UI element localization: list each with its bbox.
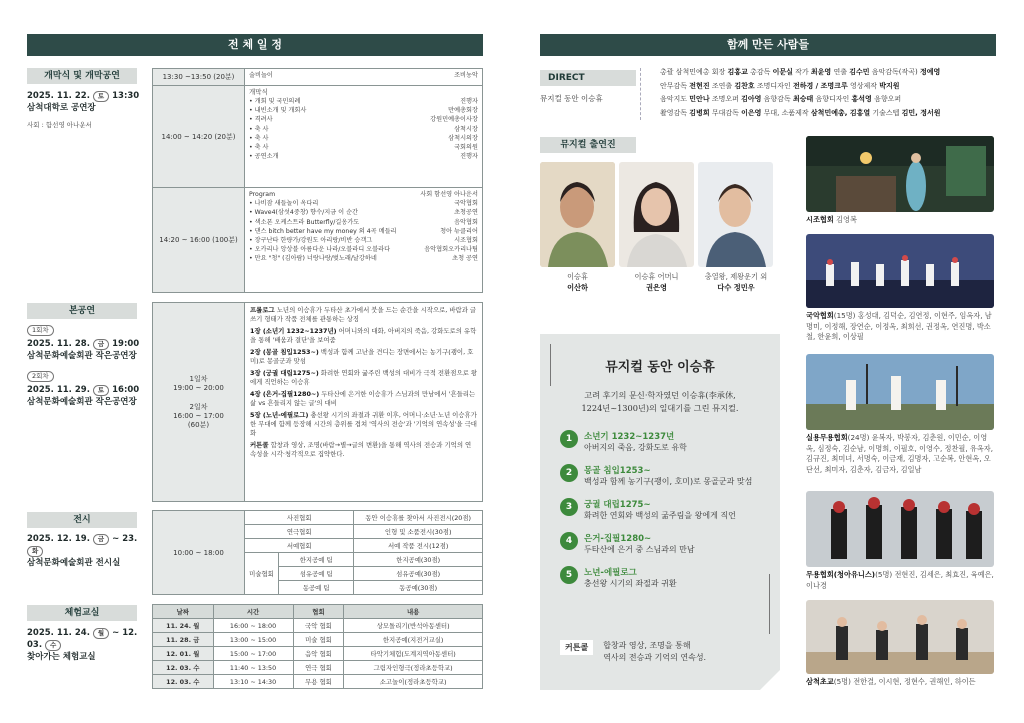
credit-name: 김찬호 bbox=[734, 81, 755, 90]
opening-row2-content bbox=[245, 86, 483, 188]
chapter-desc: 두타산에 은거 중 스님과의 만남 bbox=[584, 545, 695, 554]
schedule-line bbox=[249, 236, 478, 245]
group-2-name: 국악협회 bbox=[806, 311, 834, 320]
exhibit-art1-b: 섬유공예(30점) bbox=[354, 567, 483, 581]
schedule-line-item: • 오카리나 앙상블 아름다운 나라/오블라디 오블라다 bbox=[249, 246, 391, 254]
exhibit-art0-b: 한지공예(30점) bbox=[354, 553, 483, 567]
exhibit-tag: 전시 bbox=[27, 512, 137, 528]
credit-role: 무대감독 bbox=[711, 108, 739, 117]
exhibit-r0-a: 사진협회 bbox=[245, 511, 354, 525]
opening-info bbox=[27, 90, 149, 129]
main-tag: 본공연 bbox=[27, 303, 137, 319]
exhibit-r2-a: 서예협회 bbox=[245, 539, 354, 553]
exhibit-venue: 삼척문화예술회관 전시실 bbox=[27, 558, 121, 568]
credit-line bbox=[660, 107, 1000, 121]
main-time2-label: 2일차 bbox=[189, 403, 208, 411]
opening-venue: 삼척대학로 공연장 bbox=[27, 103, 96, 113]
scene-text: 두타산에 은거한 이승휴가 스님과의 만남에서 '흔들리는 삶 vs 흔들리지 않는 글'의 대비 bbox=[250, 390, 476, 407]
credit-role: 총괄 삼척민예총 회장 bbox=[660, 68, 726, 76]
table-row bbox=[153, 661, 483, 675]
schedule-line bbox=[249, 106, 478, 115]
credit-role: 무대, 소품제작 bbox=[763, 108, 809, 117]
schedule-line-by: 국회의원 bbox=[454, 144, 478, 152]
chapter-title: 궁궐 대립1275~ bbox=[584, 500, 651, 510]
group-5-caption bbox=[806, 677, 996, 688]
scene-heading: 5장 (노년-에필로그) bbox=[250, 411, 309, 419]
scene-item bbox=[250, 390, 477, 408]
exhibit-info: 2025. 12. 19. 금 ~ 23. 화 삼척문화예술회관 전시실 bbox=[27, 533, 151, 569]
credit-role: 조명디자인 bbox=[756, 81, 791, 90]
exhibit-art-label: 미술협회 bbox=[245, 553, 279, 595]
cast-2-role: 이승휴 어머니 bbox=[634, 272, 679, 281]
opening-row3-title: Program bbox=[249, 191, 276, 198]
credit-line bbox=[660, 80, 1000, 94]
schedule-line bbox=[249, 254, 478, 263]
group-4-name: 무용협회(청아유니스) bbox=[806, 570, 876, 579]
table-cell: 음악 협회 bbox=[293, 647, 344, 661]
credit-role: 음악지도 bbox=[660, 95, 688, 103]
credit-role: 총감독 bbox=[750, 68, 771, 76]
table-cell: 11. 24. 월 bbox=[153, 619, 214, 633]
main-r2-time: 16:00 bbox=[112, 385, 140, 395]
main-r1-time: 19:00 bbox=[112, 339, 140, 349]
credit-name: 전하경 / 조명크루 bbox=[792, 81, 848, 90]
table-cell: 소고놀이(정라초등학교) bbox=[344, 675, 483, 689]
dance-troupe-icon bbox=[806, 491, 994, 567]
schedule-line-by: 국악협회 bbox=[454, 200, 478, 208]
chapter-desc: 백성과 함께 농기구(괭이, 호미)로 몽골군과 맞섬 bbox=[584, 477, 753, 486]
credit-name: 홍석영 bbox=[851, 95, 872, 103]
table-cell: 13:10 ~ 14:30 bbox=[213, 675, 293, 689]
credit-name: 김홍교 bbox=[727, 68, 748, 76]
schedule-line-by: 만예총회장 bbox=[448, 107, 478, 115]
schedule-line bbox=[249, 245, 478, 254]
table-row bbox=[153, 633, 483, 647]
cast-2-name: 권은영 bbox=[646, 282, 667, 292]
credit-role: 작가 bbox=[795, 68, 809, 76]
card-corner-fold bbox=[760, 670, 780, 690]
cast-1-name: 이산하 bbox=[567, 282, 588, 292]
class-info: 2025. 11. 24. 월 ~ 12. 03. 수 찾아가는 체험교실 bbox=[27, 627, 151, 663]
schedule-line-item: • Wave4(삼섯4중창) 향수/지금 이 순간 bbox=[249, 209, 359, 217]
direct-tag: DIRECT bbox=[540, 70, 636, 86]
scene-text: 어머니와의 대화, 아버지의 죽음, 강화도로의 유학을 통해 '배움과 결단'을 보여줌 bbox=[250, 327, 477, 344]
cast-tag: 뮤지컬 출연진 bbox=[540, 137, 636, 153]
opening-date: 2025. 11. 22. bbox=[27, 91, 90, 101]
chapter-title: 노년-에필로그 bbox=[584, 568, 637, 578]
credit-role: 연출 bbox=[833, 68, 847, 76]
schedule-line-item: • 나비잠 새들놀이 옥다리 bbox=[249, 200, 319, 208]
group-4-members: 전현진, 김세은, 최효진, 육예은, 이나경 bbox=[806, 570, 994, 590]
credit-name: 김아영 bbox=[741, 95, 762, 103]
schedule-line-by: 진행자 bbox=[460, 98, 478, 105]
gugak-performance-icon bbox=[806, 234, 994, 308]
main-r2-date: 2025. 11. 29. bbox=[27, 385, 90, 395]
schedule-line-item: • 색소폰 오케스트라 Butterfly/길옹가도 bbox=[249, 218, 360, 226]
cast-portrait-3-icon bbox=[698, 162, 773, 267]
card-vline-left bbox=[550, 344, 551, 386]
table-row bbox=[153, 647, 483, 661]
class-header: 시간 bbox=[213, 605, 293, 619]
exhibit-art0-a: 한지공예 팀 bbox=[279, 553, 354, 567]
credit-role: 조명오퍼 bbox=[711, 95, 739, 103]
opening-row1-by: 조비농악 bbox=[454, 72, 478, 79]
chapter-desc: 아버지의 죽음, 강화도로 유학 bbox=[584, 443, 687, 452]
main-r2-day: 토 bbox=[93, 385, 109, 396]
main-schedule bbox=[152, 302, 483, 502]
chapter-item bbox=[560, 532, 770, 555]
opening-row3-time: 14:20 ~ 16:00 (100분) bbox=[153, 188, 245, 293]
schedule-line-item: • 축 사 bbox=[249, 144, 269, 152]
card-title: 뮤지컬 동안 이승휴 bbox=[605, 360, 715, 375]
exhibit-date: 2025. 12. 19. bbox=[27, 534, 90, 544]
table-cell: 11:40 ~ 13:50 bbox=[213, 661, 293, 675]
schedule-line-by: 강원민예총이사장 bbox=[430, 116, 478, 124]
schedule-line-by: 음악협회오카리나팀 bbox=[424, 246, 478, 254]
chapter-body bbox=[584, 498, 736, 521]
table-cell: 연극 협회 bbox=[293, 661, 344, 675]
chapter-item bbox=[560, 464, 770, 487]
credit-name: 정예영 bbox=[920, 68, 941, 76]
group-photo-2 bbox=[806, 234, 994, 308]
group-1-name: 시조협회 bbox=[806, 215, 834, 224]
credit-line bbox=[660, 66, 1000, 80]
credit-role: 촬영감독 bbox=[660, 108, 688, 117]
chapter-number-icon: 2 bbox=[560, 464, 578, 482]
credit-name: 이은영 bbox=[741, 108, 762, 117]
credit-role: 음향디자인 bbox=[815, 95, 850, 103]
group-photo-4 bbox=[806, 491, 994, 567]
direct-divider bbox=[640, 68, 641, 120]
group-3-name: 실용무용협회 bbox=[806, 433, 848, 442]
main-r1-day: 금 bbox=[93, 339, 109, 350]
exhibit-r2-b: 서예 작품 전시(12점) bbox=[354, 539, 483, 553]
table-cell: 16:00 ~ 18:00 bbox=[213, 619, 293, 633]
card-chapters bbox=[560, 430, 770, 600]
credits bbox=[660, 66, 1000, 120]
opening-row2-time: 14:00 ~ 14:20 (20분) bbox=[153, 86, 245, 188]
class-table bbox=[152, 604, 483, 689]
scene-item bbox=[250, 348, 477, 366]
exhibit-art1-a: 섬유공예 팀 bbox=[279, 567, 354, 581]
opening-row2-title: 개막식 bbox=[249, 88, 268, 96]
credit-role: 영상제작 bbox=[849, 81, 877, 90]
schedule-line bbox=[249, 115, 478, 124]
credit-name: 최윤영 bbox=[810, 68, 832, 76]
sijo-performance-icon bbox=[806, 136, 994, 212]
schedule-line-item: • 댄스 bitch better have my money 외 4곡 메들리 bbox=[249, 227, 397, 235]
practical-dance-icon bbox=[806, 354, 994, 430]
credit-role: 기술스텝 bbox=[872, 108, 900, 117]
scene-heading: 2장 (몽골 침입1253~) bbox=[250, 348, 319, 356]
opening-row3-title-r: 사회 함선영 아나운서 bbox=[420, 191, 478, 198]
credit-name: 박지원 bbox=[879, 81, 900, 90]
scene-text: 백성과 함께 고난을 견디는 장면에서는 농기구(괭이, 호미)로 몽골군과 맞섬 bbox=[250, 348, 474, 365]
chapter-body bbox=[584, 464, 752, 487]
credit-role: 음향감독 bbox=[763, 95, 791, 103]
class-date: 2025. 11. 24. bbox=[27, 628, 90, 638]
group-5-members: 전한결, 이시현, 정현수, 권해인, 하이든 bbox=[853, 677, 976, 686]
class-tag: 체험교실 bbox=[27, 605, 137, 621]
scene-item bbox=[250, 441, 477, 459]
exhibit-time: 10:00 ~ 18:00 bbox=[153, 511, 245, 595]
group-photo-3 bbox=[806, 354, 994, 430]
group-5-name: 삼척초교 bbox=[806, 677, 834, 686]
class-venue: 찾아가는 체험교실 bbox=[27, 652, 96, 662]
opening-row1-time: 13:30 ~13:50 (20분) bbox=[153, 69, 245, 86]
group-4-caption bbox=[806, 570, 996, 591]
credit-role: 음악감독(작곡) bbox=[871, 68, 918, 76]
scene-item bbox=[250, 306, 477, 324]
schedule-line-by: 초청공연 bbox=[454, 209, 478, 217]
synopsis-card bbox=[540, 334, 780, 690]
table-row bbox=[153, 675, 483, 689]
cast-portrait-1-icon bbox=[540, 162, 615, 267]
table-cell: 12. 01. 월 bbox=[153, 647, 214, 661]
schedule-line-item: • 만요 "청" (김아람) 너랑나랑/벚노래/날강하네 bbox=[249, 255, 377, 263]
schedule-line bbox=[249, 143, 478, 152]
group-2-count: (15명) bbox=[833, 311, 856, 320]
main-time2: 16:00 ~ 17:00 bbox=[173, 412, 224, 420]
cast-3 bbox=[694, 272, 778, 293]
schedule-line bbox=[249, 125, 478, 134]
group-3-caption bbox=[806, 433, 996, 475]
class-header: 내용 bbox=[344, 605, 483, 619]
credit-name: 김민, 정서원 bbox=[901, 108, 941, 117]
group-photo-5 bbox=[806, 600, 994, 674]
card-curtain-label: 커튼콜 bbox=[560, 640, 593, 655]
left-band-title: 전 체 일 정 bbox=[27, 34, 483, 56]
credit-name: 민안나 bbox=[689, 95, 710, 103]
schedule-line-item: • 격려사 bbox=[249, 116, 273, 124]
class-date2: 12. 03. bbox=[27, 628, 138, 650]
card-intro-2: 1224년~1300년)의 일대기를 그린 뮤지컬. bbox=[581, 403, 739, 413]
chapter-body bbox=[584, 532, 695, 555]
scene-text: 합창과 영상, 조명(바람→별→글의 변환)을 통해 역사의 전승과 기억의 연속성을 시각·청각적으로 집약한다. bbox=[250, 441, 472, 458]
scene-text: 충선왕 시기의 좌절과 귀환 이후, 어머니·소년·노년 이승휴가 한 무대에 함께 등장해 시간의 층위를 겹쳐 '역사의 전승'과 '기억의 연속성'을 극대화 bbox=[250, 411, 477, 437]
card-curtain bbox=[560, 640, 770, 664]
chapter-title: 몽골 침입1253~ bbox=[584, 466, 651, 476]
class-day1: 월 bbox=[93, 628, 109, 639]
scene-heading: 프롤로그 bbox=[250, 306, 275, 314]
table-cell: 그림자인형극(정라초등학교) bbox=[344, 661, 483, 675]
credit-role: 안무감독 bbox=[660, 81, 688, 90]
exhibit-table bbox=[152, 510, 483, 595]
scene-text: 화려한 연회와 굶주린 백성의 대비가 극적 전환점으로 왕에게 직언하는 이승휴 bbox=[250, 369, 478, 386]
cast-photo-3 bbox=[698, 162, 773, 267]
chapter-desc: 화려한 연회와 백성의 굶주림을 왕에게 직언 bbox=[584, 511, 736, 520]
scene-heading: 커튼콜 bbox=[250, 441, 269, 449]
credit-name: 최승태 bbox=[792, 95, 814, 103]
credit-role: 음향오퍼 bbox=[874, 95, 902, 103]
main-r1-venue: 삼척문화예술회관 작은공연장 bbox=[27, 351, 137, 361]
scene-heading: 4장 (은거-집필1280~) bbox=[250, 390, 320, 398]
chapter-title: 은거-집필1280~ bbox=[584, 534, 652, 544]
schedule-line bbox=[249, 218, 478, 227]
scene-item bbox=[250, 411, 477, 438]
table-cell: 12. 03. 수 bbox=[153, 661, 214, 675]
table-cell: 13:00 ~ 15:00 bbox=[213, 633, 293, 647]
class-day2: 수 bbox=[45, 640, 61, 651]
card-curtain-1: 합창과 영상, 조명을 통해 bbox=[603, 641, 691, 650]
exhibit-day1: 금 bbox=[93, 534, 109, 545]
schedule-line-by: 초청 공연 bbox=[452, 255, 478, 263]
cast-1-role: 이승휴 bbox=[567, 272, 588, 281]
main-r2-label: 2회차 bbox=[27, 371, 54, 382]
main-time1-label: 1일차 bbox=[189, 375, 208, 383]
opening-time: 13:30 bbox=[112, 91, 140, 101]
credit-name: 삼척민예총, 김홍열 bbox=[810, 108, 871, 117]
opening-row1-item: 술비놀이 bbox=[249, 72, 273, 79]
class-header: 날짜 bbox=[153, 605, 214, 619]
table-cell: 타악기체험(도계지역아동센터) bbox=[344, 647, 483, 661]
chapter-number-icon: 1 bbox=[560, 430, 578, 448]
main-r1-label: 1회차 bbox=[27, 325, 54, 336]
schedule-line bbox=[249, 208, 478, 217]
group-5-count: (5명) bbox=[833, 677, 851, 686]
scene-heading: 3장 (궁궐 대립1275~) bbox=[250, 369, 319, 377]
credit-name: 이문실 bbox=[772, 68, 793, 76]
group-3-count: (24명) bbox=[847, 433, 870, 442]
schedule-line-by: 삼척시의장 bbox=[448, 134, 478, 142]
chapter-number-icon: 3 bbox=[560, 498, 578, 516]
main-r1-date: 2025. 11. 28. bbox=[27, 339, 90, 349]
cast-2 bbox=[619, 272, 694, 293]
table-cell: 11. 28. 금 bbox=[153, 633, 214, 647]
schedule-line-by: 시조협회 bbox=[454, 237, 478, 245]
exhibit-art2-a: 동공예 팀 bbox=[279, 581, 354, 595]
table-row bbox=[153, 619, 483, 633]
credit-name: 김병희 bbox=[689, 108, 710, 117]
chapter-item bbox=[560, 498, 770, 521]
group-2-members: 홍성대, 김덕순, 김연정, 이현주, 임옥자, 남명미, 이정해, 장연순, 이정옥, 최희선, 권정옥, 연진명, 박소철, 한윤희, 이상필 bbox=[806, 311, 992, 341]
cast-3-role: 충열왕, 제왕운기 외 bbox=[704, 272, 768, 281]
main-times bbox=[153, 303, 245, 502]
class-header: 협회 bbox=[293, 605, 344, 619]
group-3-members: 윤복자, 박봉자, 김춘원, 이민순, 이영옥, 심정숙, 김순남, 이명희, 이필호, 이영수, 정찬필, 유옥자, 김규진, 최미녀, 서명숙, 이금재, 김명자, 고순복, 안현옥, 오단선, 최미자, 김춘자, 김금자, 김일남 bbox=[806, 433, 994, 474]
exhibit-art2-b: 동공예(30점) bbox=[354, 581, 483, 595]
table-cell: 무용 협회 bbox=[293, 675, 344, 689]
schedule-line bbox=[249, 152, 478, 161]
schedule-line bbox=[249, 199, 478, 208]
group-photo-1 bbox=[806, 136, 994, 212]
exhibit-day2: 화 bbox=[27, 546, 43, 557]
main-info bbox=[27, 325, 149, 408]
main-scenes bbox=[245, 303, 483, 502]
cast-photo-2 bbox=[619, 162, 694, 267]
chapter-body bbox=[584, 430, 687, 453]
credit-name: 김수민 bbox=[849, 68, 870, 76]
right-band-title: 함께 만든 사람들 bbox=[540, 34, 996, 56]
schedule-line bbox=[249, 227, 478, 236]
table-cell: 한지공예(지전거교실) bbox=[344, 633, 483, 647]
schedule-line bbox=[249, 97, 478, 106]
cast-3-name: 다수 정민우 bbox=[717, 282, 755, 292]
opening-schedule bbox=[152, 68, 483, 293]
schedule-line-item: • 축 사 bbox=[249, 125, 269, 133]
group-1-caption bbox=[806, 215, 996, 226]
schedule-line-item: • 개회 및 국민의례 bbox=[249, 98, 301, 105]
cast-1 bbox=[540, 272, 615, 293]
scene-item bbox=[250, 369, 477, 387]
table-cell: 미술 협회 bbox=[293, 633, 344, 647]
main-time-duration: (60분) bbox=[187, 421, 210, 429]
credit-name: 전현진 bbox=[689, 81, 710, 90]
table-cell: 12. 03. 수 bbox=[153, 675, 214, 689]
schedule-line bbox=[249, 134, 478, 143]
cast-portrait-2-icon bbox=[619, 162, 694, 267]
group-1-members: 김영복 bbox=[836, 215, 857, 224]
exhibit-r1-b: 인형 및 소품전시(30점) bbox=[354, 525, 483, 539]
credit-role: 조연출 bbox=[711, 81, 733, 90]
scene-heading: 1장 (소년기 1232~1237년) bbox=[250, 327, 337, 335]
credit-line bbox=[660, 93, 1000, 107]
chapter-desc: 충선왕 시기의 좌절과 귀환 bbox=[584, 579, 677, 588]
group-4-count: (5명) bbox=[875, 570, 893, 579]
direct-sub: 뮤지컬 동안 이승휴 bbox=[540, 94, 603, 103]
chapter-number-icon: 4 bbox=[560, 532, 578, 550]
chapter-title: 소년기 1232~1237년 bbox=[584, 432, 675, 442]
chapter-number-icon: 5 bbox=[560, 566, 578, 584]
schedule-line-by: 음악협회 bbox=[454, 218, 478, 226]
exhibit-r0-b: 동안 이승휴를 찾아서 사진전시(20점) bbox=[354, 511, 483, 525]
opening-day: 토 bbox=[93, 91, 109, 102]
main-time1: 19:00 ~ 20:00 bbox=[173, 384, 224, 392]
schedule-line-by: 진행자 bbox=[460, 153, 478, 161]
main-r2-venue: 삼척문화예술회관 작은공연장 bbox=[27, 397, 137, 407]
schedule-line-item: • 축 사 bbox=[249, 134, 269, 142]
schedule-line-item: • 내빈소개 및 개회사 bbox=[249, 107, 307, 115]
chapter-item bbox=[560, 566, 770, 589]
scene-item bbox=[250, 327, 477, 345]
schedule-line-item: • 공연소개 bbox=[249, 153, 279, 161]
table-cell: 15:00 ~ 17:00 bbox=[213, 647, 293, 661]
cast-photo-1 bbox=[540, 162, 615, 267]
opening-host: 사회 : 함선영 아나운서 bbox=[27, 121, 92, 129]
scene-text: 노년의 이승휴가 두타산 초가에서 붓을 드는 순간을 시작으로, 바람과 글쓰기 형태가 작품 전체를 관통하는 상징 bbox=[250, 306, 477, 323]
exhibit-r1-a: 연극협회 bbox=[245, 525, 354, 539]
card-curtain-2: 역사의 전승과 기억의 연속성. bbox=[603, 653, 707, 662]
card-intro-1: 고려 후기의 문신·학자였던 이승휴(李承休, bbox=[584, 390, 736, 400]
opening-tag: 개막식 및 개막공연 bbox=[27, 68, 137, 84]
school-students-icon bbox=[806, 600, 994, 674]
chapter-body bbox=[584, 566, 677, 589]
schedule-line-item: • 장구난타 한량가/강원도 아리랑/비반 승객그 bbox=[249, 237, 373, 245]
chapter-item bbox=[560, 430, 770, 453]
exhibit-date2: 23. bbox=[122, 534, 138, 544]
schedule-line-by: 삼척시장 bbox=[454, 125, 478, 133]
opening-row3-content bbox=[245, 188, 483, 293]
table-cell: 상모돌리기(반석아동센터) bbox=[344, 619, 483, 633]
table-cell: 국악 협회 bbox=[293, 619, 344, 633]
group-2-caption bbox=[806, 311, 996, 343]
schedule-line-by: 청아 뉴클리어 bbox=[440, 227, 478, 235]
